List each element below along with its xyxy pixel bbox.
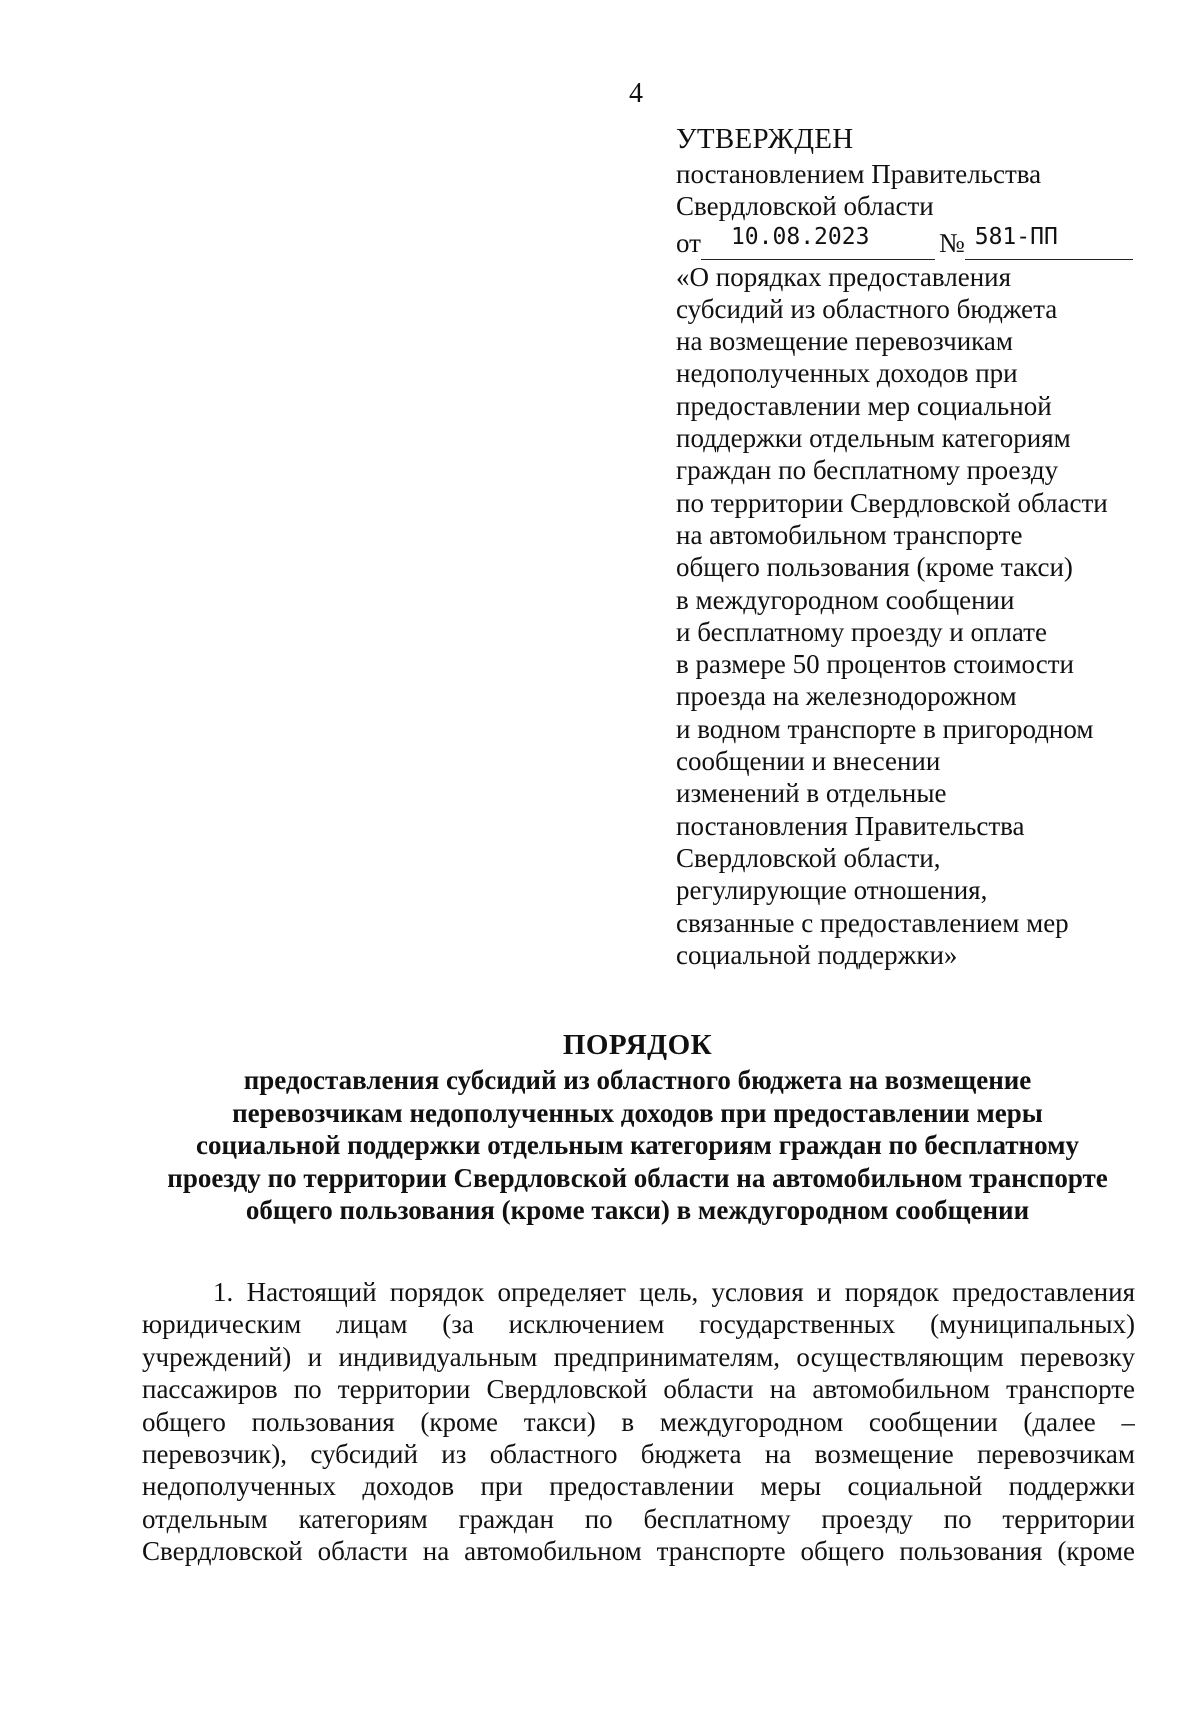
body-line: 1. Настоящий порядок определяет цель, условия и порядок предоставления [213,1277,1135,1307]
subject-line: сообщении и внесении [676,746,941,777]
subject-line: на возмещение перевозчикам [676,326,1013,357]
body-line: Свердловской области на автомобильном транспорте общего пользования (кроме [142,1536,1135,1567]
subject-line: предоставлении мер социальной [676,390,1052,421]
subject-line: субсидий из областного бюджета [676,293,1058,324]
body-line: общего пользования (кроме такси) в междугородном сообщении (далее – [142,1406,1135,1437]
title-line: проезду по территории Свердловской области на автомобильном транспорте [167,1162,1108,1193]
body-line: перевозчик), субсидий из областного бюджета на возмещение перевозчикам [142,1439,1135,1470]
approval-line: постановлением Правительства [676,159,1042,189]
number-value: 581-ПП [974,223,1058,250]
subject-line: и водном транспорте в пригородном [676,713,1094,744]
body-line: пассажиров по территории Свердловской области на автомобильном транспорте [142,1374,1135,1405]
procedure-heading: ПОРЯДОК [562,1029,713,1061]
date-value: 10.08.2023 [730,223,870,250]
subject-line: Свердловской области, [676,842,941,873]
title-line: перевозчикам недополученных доходов при предоставлении меры [232,1097,1043,1128]
subject-line: на автомобильном транспорте [676,519,1023,550]
subject-line: социальной поддержки» [676,939,958,970]
subject-line: недополученных доходов при [676,358,1018,389]
title-line: социальной поддержки отдельным категориям граждан по бесплатному [196,1130,1079,1161]
approval-line: Свердловской области [676,191,934,222]
title-line: предоставления субсидий из областного бюджета на возмещение [243,1065,1032,1095]
subject-line: «О порядках предоставления [676,261,1012,292]
subject-line: поддержки отдельным категориям [676,423,1071,454]
subject-line: связанные с предоставлением мер [676,907,1069,938]
approval-stamp-block [676,120,1146,971]
subject-line: по территории Свердловской области [676,487,1108,518]
body-line: недополученных доходов при предоставлении меры социальной поддержки [142,1471,1135,1502]
date-prefix: от [676,227,701,258]
date-field [701,223,935,260]
subject-line: граждан по бесплатному проезду [676,455,1059,486]
body-paragraph [142,1276,1135,1568]
number-field [965,223,1133,260]
body-line: учреждений) и индивидуальным предпринимателям, осуществляющим перевозку [142,1341,1135,1372]
subject-line: общего пользования (кроме такси) [676,552,1073,583]
subject-line: изменений в отдельные [676,778,947,809]
resolution-date-number-line [676,225,1146,261]
subject-line: постановления Правительства [676,810,1025,841]
subject-line: проезда на железнодорожном [676,681,1017,712]
page-number: 4 [629,78,643,109]
approved-label: УТВЕРЖДЕН [676,123,854,155]
subject-line: и бесплатному проезду и оплате [676,616,1047,647]
subject-line: в междугородном сообщении [676,584,1015,615]
number-sign: № [938,227,965,258]
procedure-title [120,1026,1155,1227]
subject-line: регулирующие отношения, [676,875,988,906]
body-line: юридическим лицам (за исключением государственных (муниципальных) [142,1309,1135,1340]
title-line: общего пользования (кроме такси) в междугородном сообщении [245,1195,1030,1226]
body-line: отдельным категориям граждан по бесплатному проезду по территории [142,1503,1135,1534]
subject-line: в размере 50 процентов стоимости [676,649,1074,680]
resolution-subject [676,261,1146,972]
